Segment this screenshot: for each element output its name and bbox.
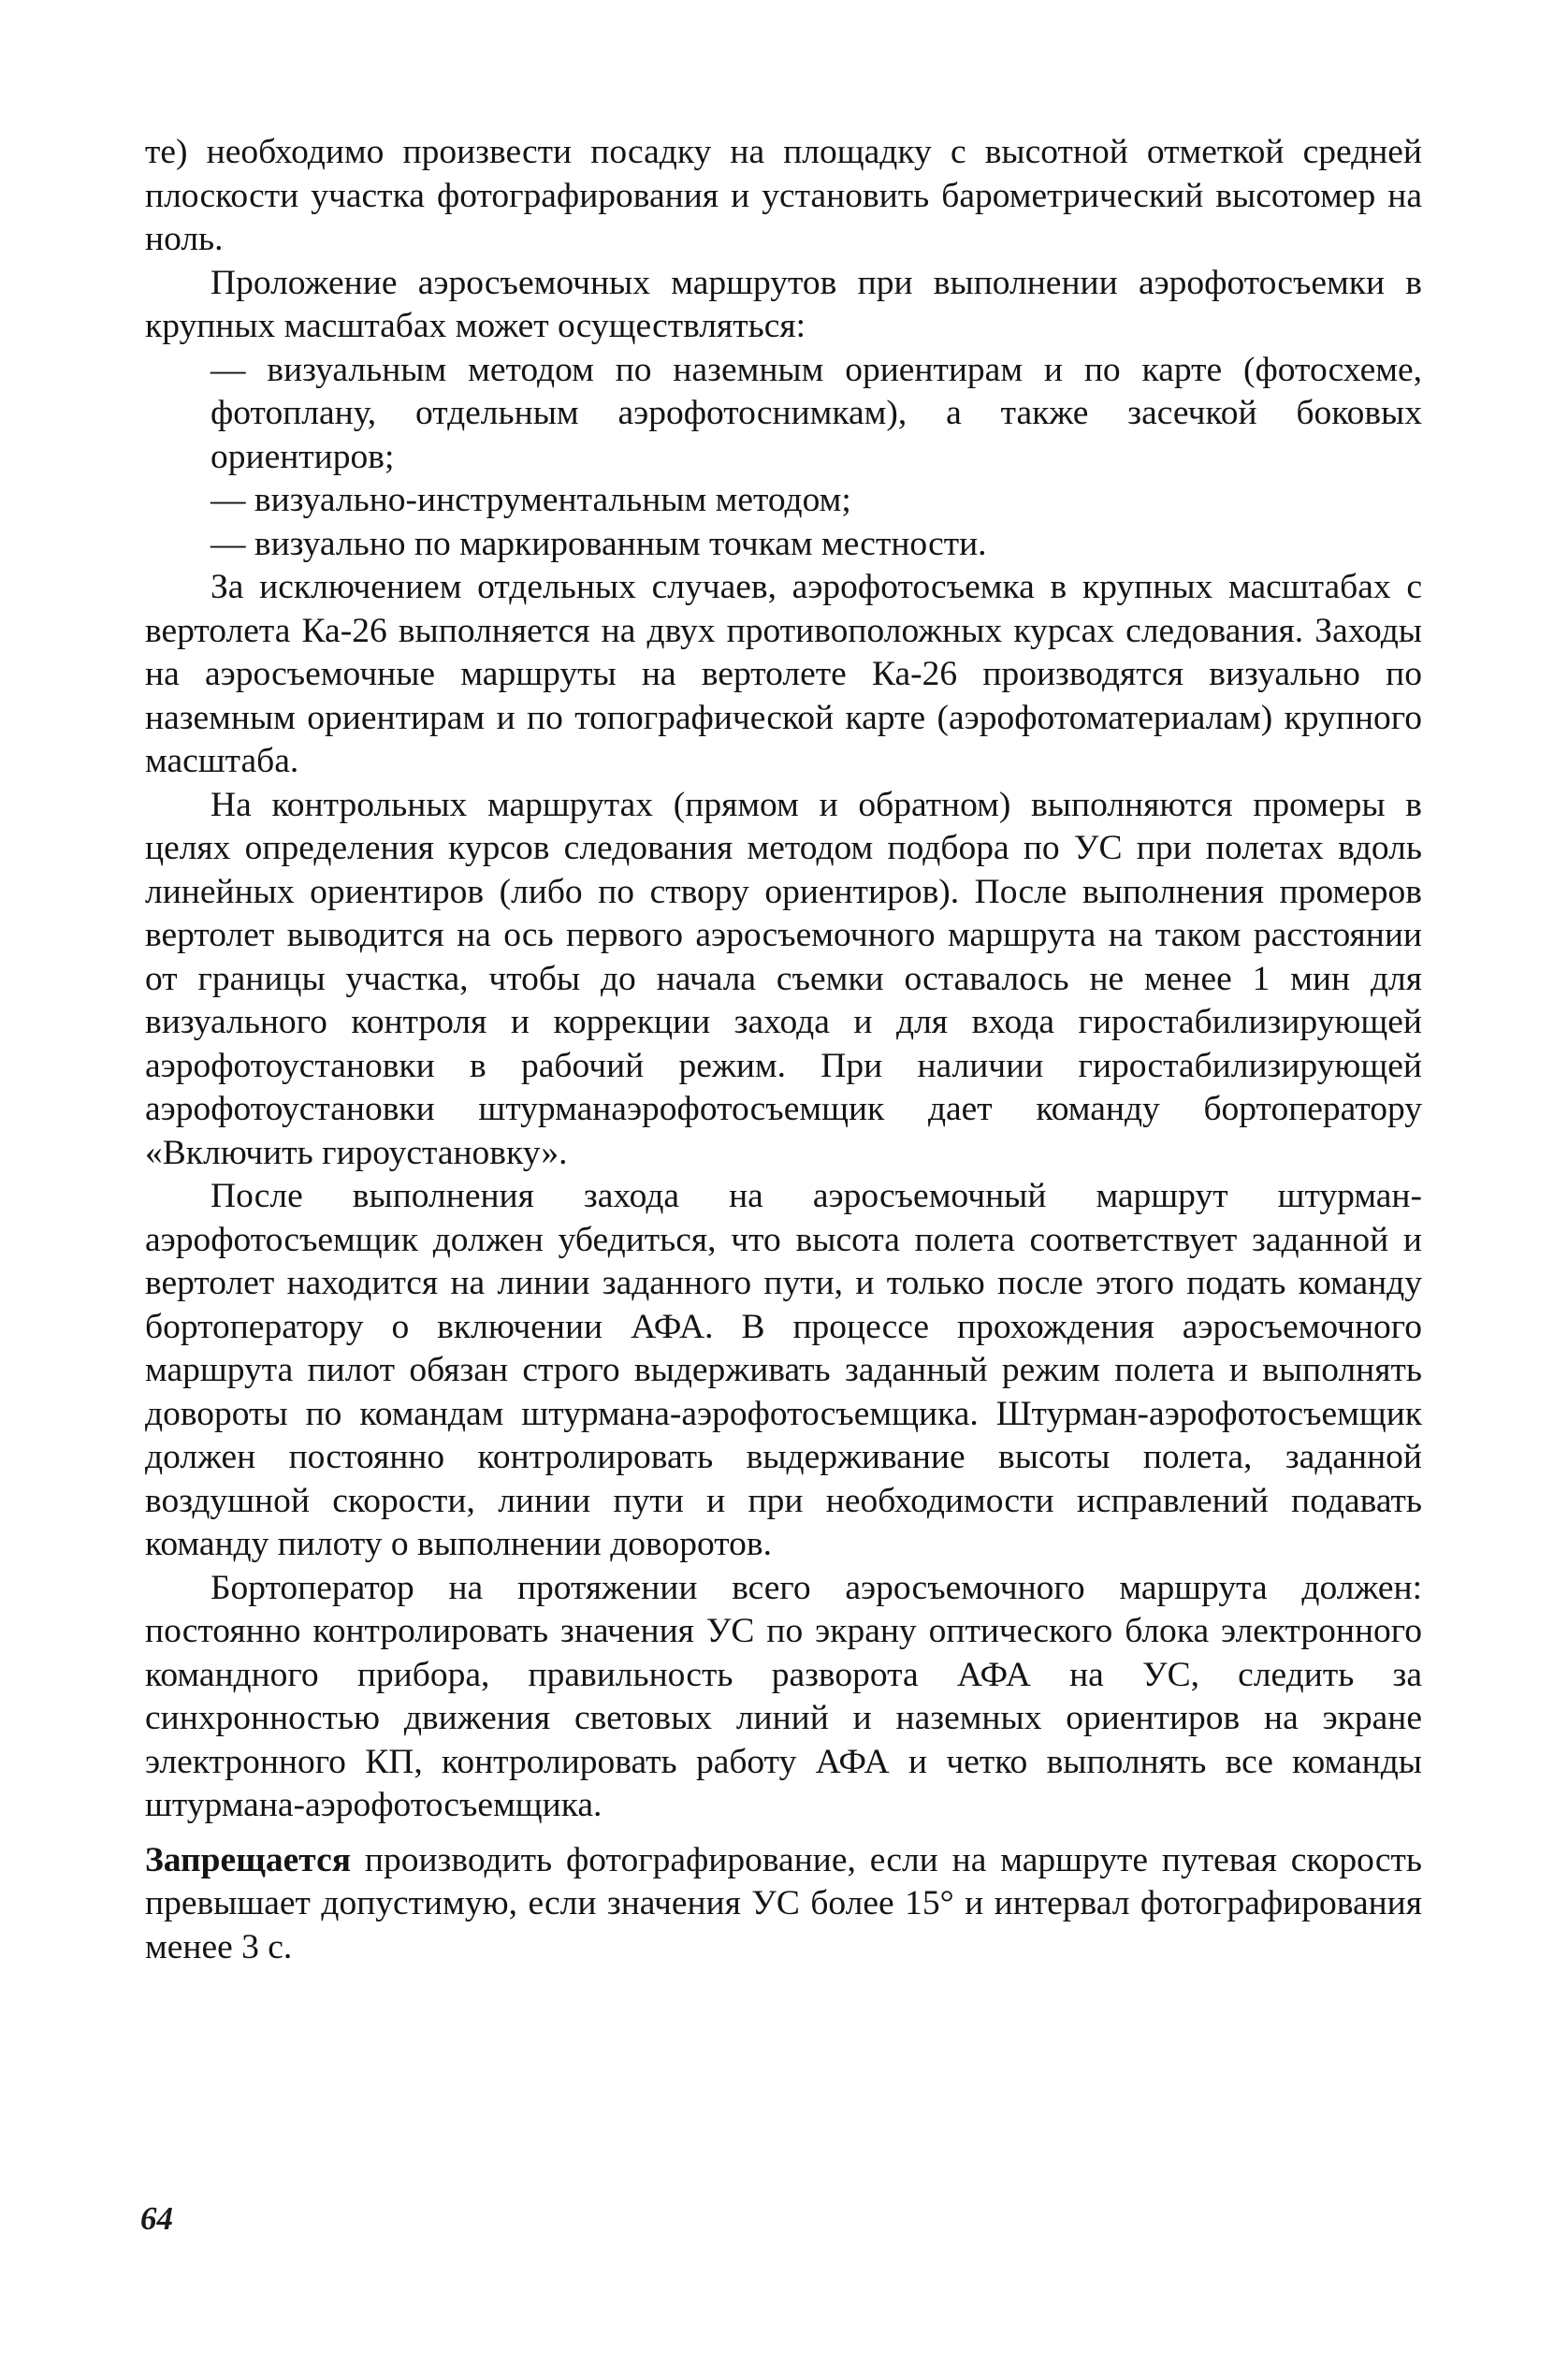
page-number: 64 xyxy=(140,2200,173,2237)
list-item-marked-points: — визуально по маркированным точкам местности. xyxy=(211,524,987,563)
warning-text: производить фотографирование, если на маршруте путевая скорость превышает допустимую, если значения УС более 15° и интервал фотографирования менее 3 с. xyxy=(145,1840,1422,1966)
warning-bold-lead: Запрещается xyxy=(145,1840,352,1879)
section-gap xyxy=(145,1828,1422,1839)
page-body xyxy=(145,131,1422,1969)
paragraph-route-layout: Проложение аэросъемочных маршрутов при выполнении аэрофотосъемки в крупных масштабах может осуществляться: xyxy=(145,263,1422,345)
paragraph-ka26-courses: За исключением отдельных случаев, аэрофотосъемка в крупных масштабах с вертолета Ка-26 выполняется на двух противоположных курсах следования. Заходы на аэросъемочные маршруты на вертолете Ка-26 производятся визуально по наземным ориентирам и по топографической карте (аэрофотоматериалам) крупного масштаба. xyxy=(145,568,1422,780)
paragraph-control-routes: На контрольных маршрутах (прямом и обратном) выполняются промеры в целях определения курсов следования методом подбора по УС при полетах вдоль линейных ориентиров (либо по створу ориентиров). После выполнения промеров вертолет выводится на ось первого аэросъемочного маршрута на таком расстоянии от границы участка, чтобы до начала съемки оставалось не менее 1 мин для визуального контроля и коррекции захода и для входа гиростабилизирующей аэрофотоустановки в рабочий режим. При наличии гиростабилизирующей аэрофотоустановки штурманаэрофотосъемщик дает команду бортоператору «Включить гироустановку». xyxy=(145,785,1422,1172)
list-item-instrumental-method: — визуально-инструментальным методом; xyxy=(211,481,851,519)
paragraph-route-entry: После выполнения захода на аэросъемочный маршрут штурман-аэрофотосъемщик должен убедиться, что высота полета соответствует заданной и вертолет находится на линии заданного пути, и только после этого подать команду бортоператору о включении АФА. В процессе прохождения аэросъемочного маршрута пилот обязан строго выдерживать заданный режим полета и выполнять довороты по командам штурмана-аэрофотосъемщика. Штурман-аэрофотосъемщик должен постоянно контролировать выдерживание высоты полета, заданной воздушной скорости, линии пути и при необходимости исправлений подавать команду пилоту о выполнении доворотов. xyxy=(145,1177,1422,1563)
list-item-visual-method: — визуальным методом по наземным ориентирам и по карте (фотосхеме, фотоплану, отдельным аэрофотоснимкам), а также засечкой боковых ориентиров; xyxy=(211,350,1422,476)
paragraph-warning xyxy=(145,1839,1422,1970)
paragraph-continuation: те) необходимо произвести посадку на площадку с высотной отметкой средней плоскости участка фотографирования и установить барометрический высотомер на ноль. xyxy=(145,133,1422,258)
paragraph-board-operator: Бортоператор на протяжении всего аэросъемочного маршрута должен: постоянно контролировать значения УС по экрану оптического блока электронного командного прибора, правильность разворота АФА на УС, следить за синхронностью движения световых линий и наземных ориентиров на экране электронного КП, контролировать работу АФА и четко выполнять все команды штурмана-аэрофотосъемщика. xyxy=(145,1568,1422,1824)
